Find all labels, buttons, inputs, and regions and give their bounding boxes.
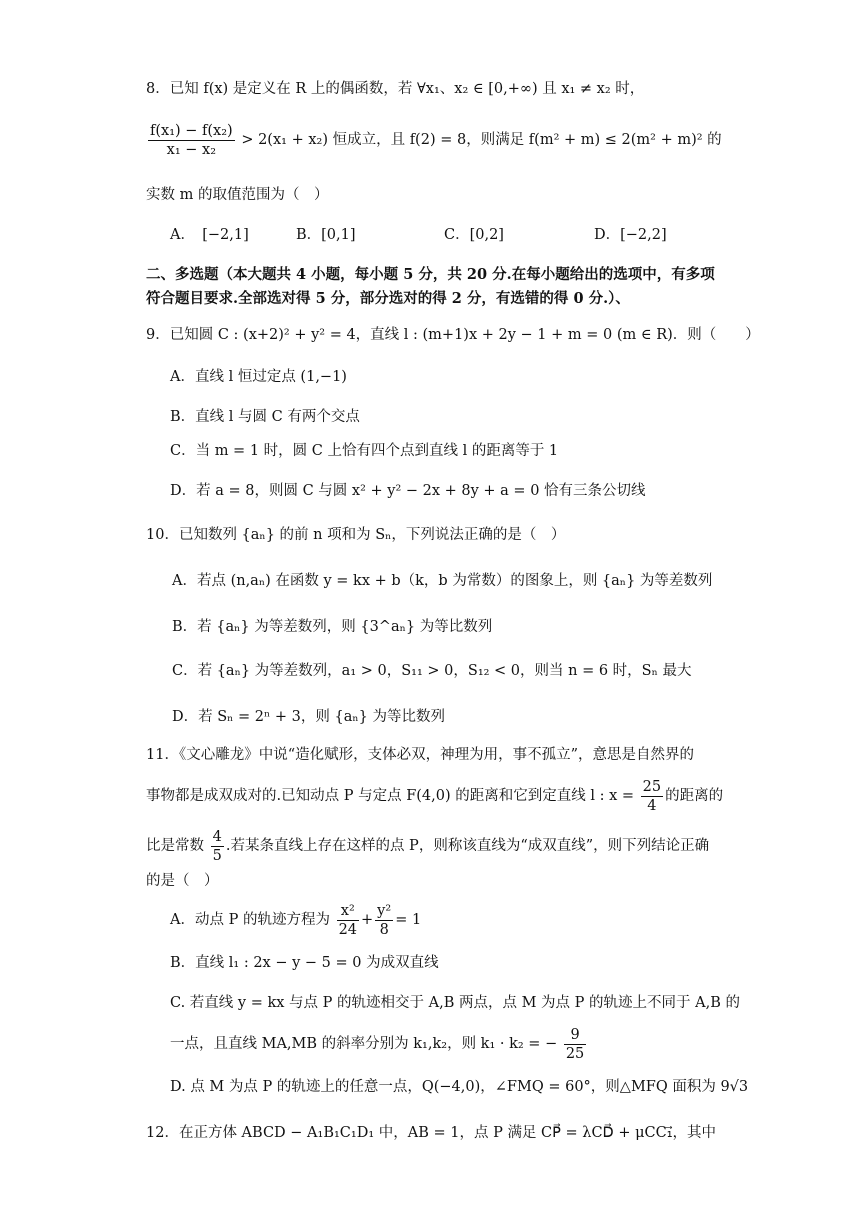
q11-plus: + <box>361 912 374 928</box>
section2-line2: 符合题目要求.全部选对得 5 分，部分选对的得 2 分，有选错的得 0 分.）、 <box>146 290 630 307</box>
q11-option-c-line2 <box>170 1022 588 1066</box>
q8-line2 <box>146 120 722 160</box>
q8-option-b: B．[0,1] <box>296 227 356 243</box>
q8-frac-den: x₁ − x₂ <box>166 141 217 158</box>
q11-frac-25-4 <box>641 778 663 815</box>
q11-option-a-eq: = 1 <box>395 912 422 928</box>
q9-stem: 9．已知圆 C : (x+2)² + y² = 4，直线 l : (m+1)x + 2y − 1 + m = 0 (m ∈ R)．则（ ） <box>146 327 760 343</box>
q11-frac-num: x² <box>337 902 359 921</box>
q11-line2-a: 事物都是成双成对的.已知动点 P 与定点 F(4,0) 的距离和它到定直线 l : x = <box>146 788 635 804</box>
q8-line2-rest: > 2(x₁ + x₂) 恒成立，且 f(2) = 8，则满足 f(m² + m) ≤ 2(m² + m)² 的 <box>236 132 722 148</box>
q9-option-d: D．若 a = 8，则圆 C 与圆 x² + y² − 2x + 8y + a = 0 恰有三条公切线 <box>170 483 646 499</box>
q11-line1: 11．《文心雕龙》中说“造化赋形，支体必双，神理为用，事不孤立”，意思是自然界的 <box>146 747 695 763</box>
q11-line3-a: 比是常数 <box>146 838 204 854</box>
q11-line3-b: .若某条直线上存在这样的点 P，则称该直线为“成双直线”，则下列结论正确 <box>225 838 710 854</box>
q11-frac-num: 4 <box>212 828 222 845</box>
q11-frac-4-5 <box>211 828 224 865</box>
q9-option-a: A．直线 l 恒过定点 (1,−1) <box>170 369 347 385</box>
q8-fraction <box>148 122 235 159</box>
q11-option-c-line1: C. 若直线 y = kx 与点 P 的轨迹相交于 A,B 两点，点 M 为点 P 的轨迹上不同于 A,B 的 <box>170 995 740 1011</box>
q11-option-d: D. 点 M 为点 P 的轨迹上的任意一点，Q(−4,0)，∠FMQ = 60°，则△MFQ 面积为 9√3 <box>170 1079 749 1095</box>
q8-line1: 8．已知 f(x) 是定义在 R 上的偶函数，若 ∀x₁、x₂ ∈ [0,+∞) 且 x₁ ≠ x₂ 时， <box>146 81 645 97</box>
q8-option-d: D．[−2,2] <box>594 227 667 243</box>
q11-frac-den: 8 <box>379 921 389 938</box>
q10-option-b: B．若 {aₙ} 为等差数列，则 {3^aₙ} 为等比数列 <box>172 619 493 635</box>
q11-line3 <box>146 826 709 866</box>
q11-frac-y2-8 <box>375 902 393 939</box>
q8-frac-num: f(x₁) − f(x₂) <box>150 122 233 139</box>
q11-option-a <box>170 898 421 942</box>
q10-option-d: D．若 Sₙ = 2ⁿ + 3，则 {aₙ} 为等比数列 <box>172 709 445 725</box>
q11-frac-den: 4 <box>647 797 657 814</box>
q10-stem: 10．已知数列 {aₙ} 的前 n 项和为 Sₙ，下列说法正确的是（ ） <box>146 527 566 543</box>
q11-frac-den: 24 <box>338 921 358 938</box>
q11-line2-b: 的距离的 <box>665 788 724 804</box>
q11-frac-x2-24 <box>337 902 359 939</box>
q9-option-b: B．直线 l 与圆 C 有两个交点 <box>170 409 360 425</box>
q10-option-a: A．若点 (n,aₙ) 在函数 y = kx + b（k，b 为常数）的图象上，则 {aₙ} 为等差数列 <box>172 573 713 589</box>
q8-option-a: A． [−2,1] <box>170 227 249 243</box>
q11-frac-num: 9 <box>564 1026 586 1045</box>
q11-line4: 的是（ ） <box>146 873 219 889</box>
q11-line2 <box>146 776 723 816</box>
q11-frac-num: 25 <box>642 778 662 795</box>
section2-line1: 二、多选题（本大题共 4 小题，每小题 5 分，共 20 分.在每小题给出的选项中，有多项 <box>146 266 715 283</box>
q11-option-c-text: 一点，且直线 MA,MB 的斜率分别为 k₁,k₂，则 k₁ · k₂ = − <box>170 1036 558 1052</box>
q10-option-c: C．若 {aₙ} 为等差数列，a₁ > 0，S₁₁ > 0，S₁₂ < 0，则当 n = 6 时，Sₙ 最大 <box>172 663 692 679</box>
q8-option-c: C．[0,2] <box>444 227 504 243</box>
q11-option-a-text: A．动点 P 的轨迹方程为 <box>170 912 330 928</box>
q9-option-c: C．当 m = 1 时，圆 C 上恰有四个点到直线 l 的距离等于 1 <box>170 443 559 459</box>
q11-frac-9-25 <box>564 1026 586 1063</box>
q11-frac-den: 5 <box>212 847 222 864</box>
q11-frac-den: 25 <box>565 1045 585 1062</box>
q11-frac-num: y² <box>377 902 392 919</box>
q11-option-b: B．直线 l₁ : 2x − y − 5 = 0 为成双直线 <box>170 955 439 971</box>
q12-stem: 12．在正方体 ABCD − A₁B₁C₁D₁ 中，AB = 1，点 P 满足 CP⃗ = λCD⃗ + μCC₁⃗，其中 <box>146 1125 717 1141</box>
q8-line3: 实数 m 的取值范围为（ ） <box>146 187 329 203</box>
